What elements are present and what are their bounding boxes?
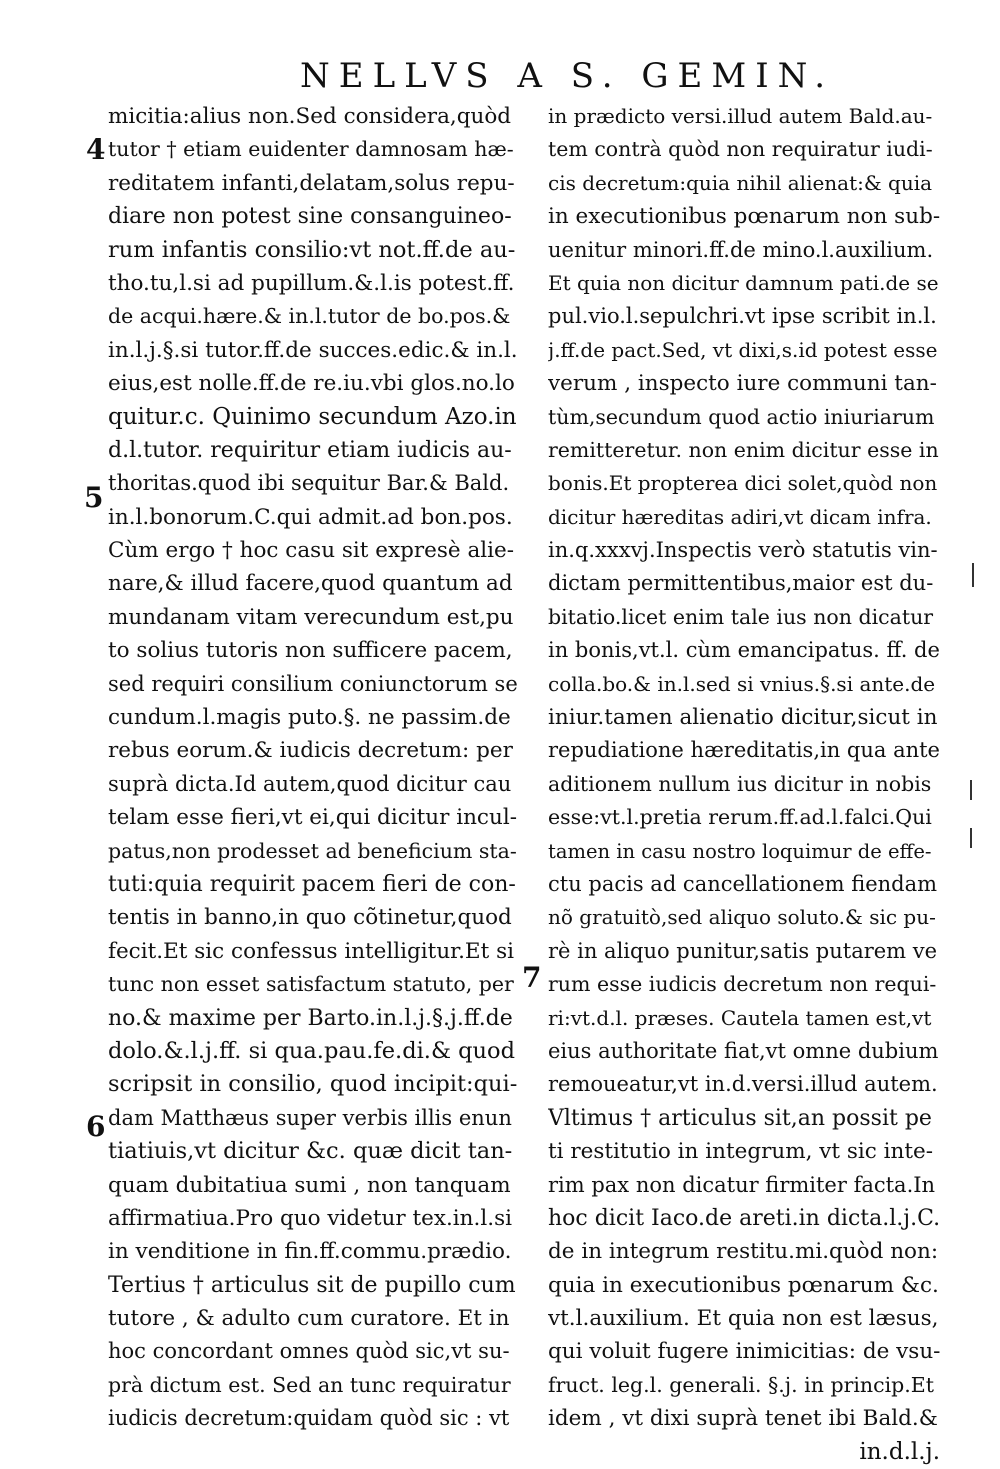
text-line: in.l.bonorum.C.qui admit.ad bon.pos. bbox=[108, 504, 513, 530]
text-line: in executionibus pœnarum non sub- bbox=[548, 204, 940, 230]
text-line: remitteretur. non enim dicitur esse in bbox=[548, 437, 939, 462]
text-line: thoritas.quod ibi sequitur Bar.& Bald. bbox=[108, 471, 510, 496]
text-line: ctu pacis ad cancellationem fiendam bbox=[548, 871, 938, 896]
margin-number-6: 6 bbox=[86, 1110, 106, 1143]
text-line: fecit.Et sic confessus intelligitur.Et si bbox=[108, 938, 514, 964]
text-line: tentis in banno,in quo cõtinetur,quod bbox=[108, 905, 512, 931]
text-line: vt.l.auxilium. Et quia non est læsus, bbox=[548, 1306, 939, 1332]
text-line: eius authoritate fiat,vt omne dubium bbox=[548, 1038, 939, 1063]
text-line: tuti:quia requirit pacem fieri de con- bbox=[108, 871, 516, 897]
text-line: Vltimus † articulus sit,an possit pe bbox=[548, 1105, 932, 1131]
text-line: tiatiuis,vt dicitur &c. quæ dicit tan- bbox=[108, 1138, 513, 1165]
text-line: fruct. leg.l. generali. §.j. in princip.Et bbox=[548, 1372, 935, 1397]
text-line: in.q.xxxvj.Inspectis verò statutis vin- bbox=[548, 538, 938, 563]
text-line: ti restitutio in integrum, vt sic inte- bbox=[548, 1139, 934, 1165]
text-line: micitia:alius non.Sed considera,quòd bbox=[108, 104, 512, 129]
scan-edge-mark bbox=[972, 563, 974, 587]
text-line: diare non potest sine consanguineo- bbox=[108, 204, 512, 230]
text-line: de acqui.hære.& in.l.tutor de bo.pos.& bbox=[108, 304, 511, 329]
text-line: cundum.l.magis puto.§. ne passim.de bbox=[108, 705, 511, 731]
text-line: mundanam vitam verecundum est,pu bbox=[108, 604, 514, 630]
text-line: Tertius † articulus sit de pupillo cum bbox=[108, 1272, 516, 1298]
text-line: tutore , & adulto cum curatore. Et in bbox=[108, 1306, 510, 1332]
text-line: nare,& illud facere,quod quantum ad bbox=[108, 571, 513, 597]
text-line: in venditione in fin.ff.commu.prædio. bbox=[108, 1239, 512, 1265]
text-line: rum esse iudicis decretum non requi- bbox=[548, 972, 937, 997]
text-line: Et quia non dicitur damnum pati.de se bbox=[548, 270, 939, 295]
text-line: idem , vt dixi suprà tenet ibi Bald.& bbox=[548, 1406, 938, 1432]
text-line: hoc dicit Iaco.de areti.in dicta.l.j.C. bbox=[548, 1205, 940, 1231]
text-line: tamen in casu nostro loquimur de effe- bbox=[548, 839, 932, 863]
text-line: in.d.l.j. bbox=[859, 1438, 940, 1465]
text-line: ri:vt.d.l. præses. Cautela tamen est,vt bbox=[548, 1005, 932, 1030]
margin-number-5: 5 bbox=[84, 481, 104, 514]
text-line: aditionem nullum ius dicitur in nobis bbox=[548, 771, 932, 796]
text-line: qui voluit fugere inimicitias: de vsu- bbox=[548, 1339, 940, 1365]
text-line: dictam permittentibus,maior est du- bbox=[548, 571, 934, 596]
text-line: suprà dicta.Id autem,quod dicitur cau bbox=[108, 771, 512, 796]
text-line: prà dictum est. Sed an tunc requiratur bbox=[108, 1372, 511, 1397]
text-line: uenitur minori.ff.de mino.l.auxilium. bbox=[548, 237, 934, 262]
text-line: rebus eorum.& iudicis decretum: per bbox=[108, 738, 513, 764]
text-line: bonis.Et propterea dici solet,quòd non bbox=[548, 471, 938, 496]
text-line: cis decretum:quia nihil alienat:& quia bbox=[548, 170, 933, 195]
text-line: de in integrum restitu.mi.quòd non: bbox=[548, 1239, 939, 1265]
text-line: colla.bo.& in.l.sed si vnius.§.si ante.de bbox=[548, 671, 936, 696]
text-line: quitur.c. Quinimo secundum Azo.in bbox=[108, 403, 517, 430]
text-line: rum infantis consilio:vt not.ff.de au- bbox=[108, 236, 516, 263]
text-line: in bonis,vt.l. cùm emancipatus. ff. de bbox=[548, 638, 940, 663]
margin-number-7: 7 bbox=[522, 961, 542, 994]
text-line: nõ gratuitò,sed aliquo soluto.& sic pu- bbox=[548, 905, 936, 930]
running-title: NELLVS A S. GEMIN. bbox=[300, 56, 835, 96]
text-line: hoc concordant omnes quòd sic,vt su- bbox=[108, 1339, 510, 1364]
text-line: affirmatiua.Pro quo videtur tex.in.l.si bbox=[108, 1205, 512, 1231]
text-line: no.& maxime per Barto.in.l.j.§.j.ff.de bbox=[108, 1005, 513, 1031]
text-line: iniur.tamen alienatio dicitur,sicut in bbox=[548, 705, 938, 731]
text-line: dam Matthæus super verbis illis enun bbox=[108, 1105, 512, 1130]
text-line: dolo.&.l.j.ff. si qua.pau.fe.di.& quod bbox=[108, 1037, 515, 1064]
margin-number-4: 4 bbox=[86, 133, 106, 166]
text-line: tem contrà quòd non requiratur iudi- bbox=[548, 137, 933, 162]
text-line: tho.tu,l.si ad pupillum.&.l.is potest.ff. bbox=[108, 270, 515, 296]
text-line: j.ff.de pact.Sed, vt dixi,s.id potest esse bbox=[548, 337, 938, 362]
text-line: bitatio.licet enim tale ius non dicatur bbox=[548, 604, 934, 629]
text-line: quam dubitatiua sumi , non tanquam bbox=[108, 1172, 511, 1198]
right-text-column bbox=[548, 100, 940, 1469]
text-line: repudiatione hæreditatis,in qua ante bbox=[548, 738, 940, 763]
text-line: to solius tutoris non sufficere pacem, bbox=[108, 638, 513, 664]
text-line: sed requiri consilium coniunctorum se bbox=[108, 671, 518, 696]
scan-edge-mark bbox=[970, 828, 972, 848]
text-line: telam esse fieri,vt ei,qui dicitur incul- bbox=[108, 805, 517, 831]
text-line: pul.vio.l.sepulchri.vt ipse scribit in.l. bbox=[548, 304, 937, 329]
text-line: rè in aliquo punitur,satis putarem ve bbox=[548, 938, 938, 963]
text-line: in.l.j.§.si tutor.ff.de succes.edic.& in.l. bbox=[108, 337, 518, 363]
text-line: in prædicto versi.illud autem Bald.au- bbox=[548, 104, 933, 128]
text-line: dicitur hæreditas adiri,vt dicam infra. bbox=[548, 504, 932, 529]
text-line: tùm,secundum quod actio iniuriarum bbox=[548, 404, 935, 429]
text-line: Cùm ergo † hoc casu sit expresè alie- bbox=[108, 538, 515, 564]
text-line: patus,non prodesset ad beneficium sta- bbox=[108, 838, 517, 863]
text-line: iudicis decretum:quidam quòd sic : vt bbox=[108, 1406, 510, 1431]
text-line: rim pax non dicatur firmiter facta.In bbox=[548, 1172, 936, 1197]
text-line: d.l.tutor. requiritur etiam iudicis au- bbox=[108, 437, 512, 463]
text-line: tutor † etiam euidenter damnosam hæ- bbox=[108, 137, 514, 162]
text-line: scripsit in consilio, quod incipit:qui- bbox=[108, 1071, 518, 1098]
text-line: quia in executionibus pœnarum &c. bbox=[548, 1272, 939, 1298]
text-line: tunc non esset satisfactum statuto, per bbox=[108, 972, 514, 997]
text-line: eius,est nolle.ff.de re.iu.vbi glos.no.lo bbox=[108, 371, 515, 397]
text-line: esse:vt.l.pretia rerum.ff.ad.l.falci.Qui bbox=[548, 805, 932, 830]
left-text-column bbox=[108, 100, 518, 1436]
text-line: remoueatur,vt in.d.versi.illud autem. bbox=[548, 1072, 938, 1097]
text-line: verum , inspecto iure communi tan- bbox=[548, 371, 937, 397]
text-line: reditatem infanti,delatam,solus repu- bbox=[108, 170, 515, 196]
scan-edge-mark bbox=[970, 780, 972, 800]
